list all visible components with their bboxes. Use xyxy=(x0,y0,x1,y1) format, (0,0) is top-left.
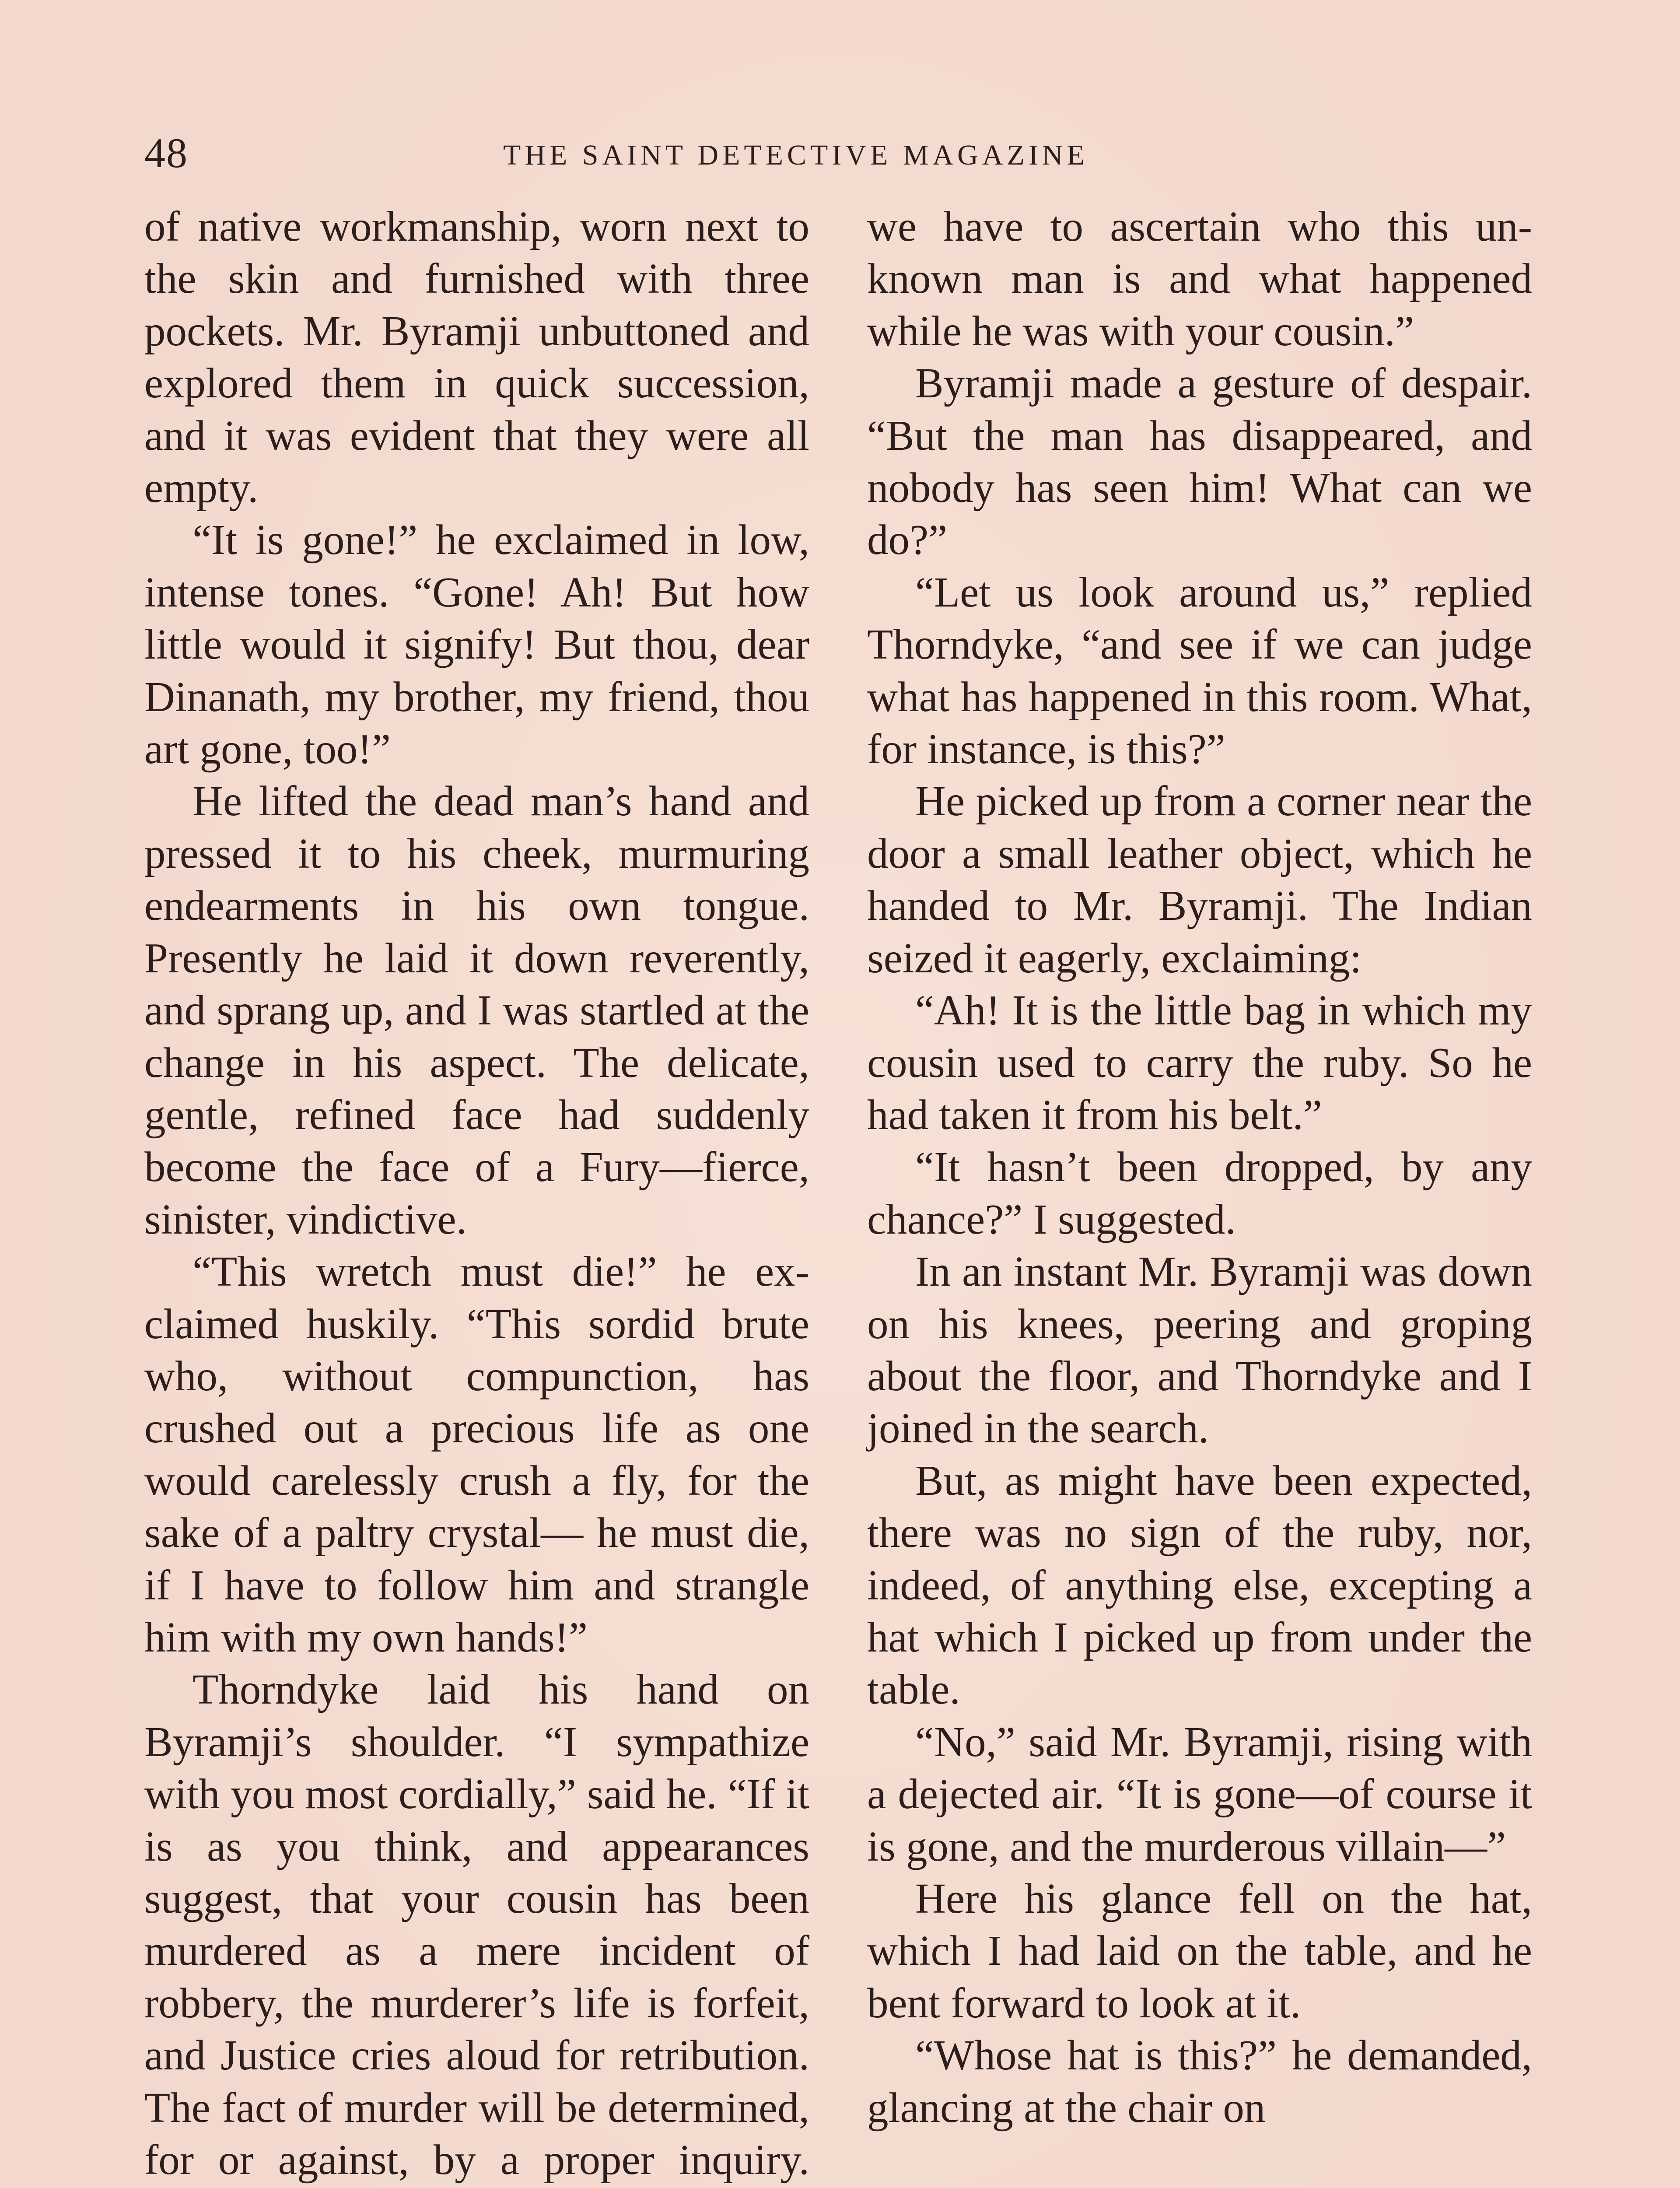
paragraph: Thorndyke laid his hand on Byramji’s shoulder. “I sympathize with you most cordially,” said he. “If it is as you think, and appearances suggest, that your cousin has been murdered as a mere incident of robbery, the murderer’s life is forfeit, and Justice cries aloud for retribution. The fact of murder will be determined, for or against, by a proper inquiry. xyxy=(144,1666,809,2184)
paragraph: “Let us look around us,” replied Thorndyke, “and see if we can judge what has happened in this room. What, for instance, is this?” xyxy=(867,568,1532,773)
paragraph: Byramji made a gesture of despair. “But the man has disappeared, and nobody has seen him! What can we do?” xyxy=(867,360,1532,564)
paragraph: of native workmanship, worn next to the skin and furnished with three pockets. Mr. Byramji unbuttoned and explored them in quick succession, and it was evident that they were all empty. xyxy=(144,203,809,512)
paragraph: “It is gone!” he exclaimed in low, intense tones. “Gone! Ah! But how little would it signify! But thou, dear Dinanath, my brother, my friend, thou art gone, too!” xyxy=(144,516,809,773)
paragraph: Here his glance fell on the hat, which I had laid on the table, and he bent forward to look at it. xyxy=(867,1875,1532,2027)
paragraph: “It hasn’t been dropped, by any chance?” I suggested. xyxy=(867,1143,1532,1243)
right-text-column xyxy=(867,200,1532,2134)
paragraph: “Ah! It is the little bag in which my cousin used to carry the ruby. So he had taken it from his belt.” xyxy=(867,987,1532,1138)
paragraph: But, as might have been expected, there was no sign of the ruby, nor, indeed, of anything else, excepting a hat which I picked up from under the table. xyxy=(867,1457,1532,1713)
left-text-column xyxy=(144,200,809,2188)
paragraph: “No,” said Mr. Byramji, rising with a dejected air. “It is gone—of course it is gone, and the murderous villain—” xyxy=(867,1718,1532,1870)
paragraph: He lifted the dead man’s hand and pressed it to his cheek, murmuring endearments in his own tongue. Presently he laid it down reverently, and sprang up, and I was startled at the change in his aspect. The delicate, gentle, refined face had suddenly become the face of a Fury—fierce, sinister, vindictive. xyxy=(144,778,809,1243)
paragraph: He picked up from a corner near the door a small leather object, which he handed to Mr. Byramji. The Indian seized it eagerly, exclaiming: xyxy=(867,778,1532,982)
page-header xyxy=(144,127,1544,188)
running-title: THE SAINT DETECTIVE MAGAZINE xyxy=(503,139,1088,171)
paragraph: “This wretch must die!” he exclaimed huskily. “This sordid brute who, without compunction, has crushed out a precious life as one would carelessly crush a fly, for the sake of a paltry crystal— he must die, if I have to follow him and strangle him with my own hands!” xyxy=(144,1248,809,1661)
paragraph: we have to ascertain who this unknown man is and what happened while he was with your cousin.” xyxy=(867,203,1532,354)
page-number: 48 xyxy=(144,130,188,176)
paragraph: “Whose hat is this?” he demanded, glancing at the chair on xyxy=(867,2032,1532,2131)
paragraph: In an instant Mr. Byramji was down on his knees, peering and groping about the floor, and Thorndyke and I joined in the search. xyxy=(867,1248,1532,1452)
